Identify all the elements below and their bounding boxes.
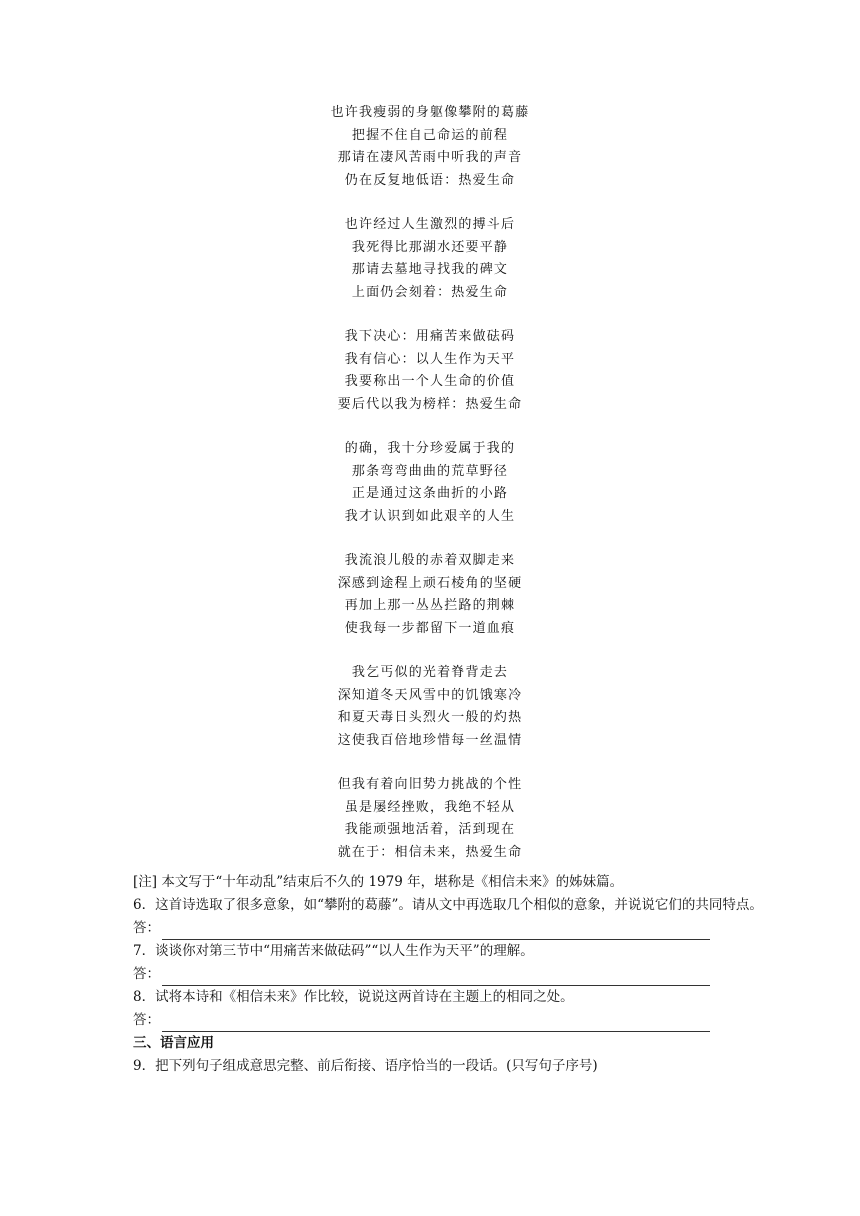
- poem-line: 正是通过这条曲折的小路: [351, 486, 509, 501]
- poem-line: 我才认识到如此艰辛的人生: [344, 508, 516, 524]
- poem-line: 我流浪儿般的赤着双脚走来: [344, 553, 516, 568]
- answer-label: 答：: [133, 920, 160, 936]
- question-8: 8．试将本诗和《相信未来》作比较，说说这两首诗在主题上的相同之处。: [133, 989, 574, 1005]
- poem-line: 那请在凄风苦雨中听我的声音: [337, 150, 523, 165]
- answer-blank-7[interactable]: [162, 969, 710, 986]
- poem-line: 我能顽强地活着，活到现在: [344, 822, 516, 837]
- note-text: 本文写于“十年动乱”结束后不久的 1979 年，堪称是《相信未来》的姊妹篇。: [161, 874, 624, 890]
- poem-line: 这使我百倍地珍惜每一丝温情: [337, 732, 523, 748]
- poem-line: 但我有着向旧势力挑战的个性: [337, 777, 523, 792]
- poem-line: 的确，我十分珍爱属于我的: [344, 441, 516, 456]
- poem-line: 我有信心：以人生作为天平: [344, 351, 516, 367]
- poem-line: 把握不住自己命运的前程: [351, 127, 509, 143]
- poem-line: 上面仍会刻着：热爱生命: [351, 284, 509, 300]
- note-label: [注]: [133, 874, 158, 890]
- poem-line: 深感到途程上顽石棱角的坚硬: [337, 575, 523, 591]
- answer-row-6: [103, 917, 763, 940]
- questions-block: [103, 871, 763, 1078]
- poem-stanza-5: [0, 550, 860, 640]
- poem-line: 也许经过人生激烈的搏斗后: [344, 217, 516, 232]
- poem-line: 我乞丐似的光着脊背走去: [351, 665, 509, 680]
- answer-row-8: [103, 1009, 763, 1032]
- answer-label: 答：: [133, 1012, 160, 1028]
- poem-line: 使我每一步都留下一道血痕: [344, 620, 516, 636]
- question-6: 6．这首诗选取了很多意象，如“攀附的葛藤”。请从文中再选取几个相似的意象，并说说它们的共同特点。: [133, 897, 763, 913]
- poem: [0, 102, 860, 886]
- poem-line: 和夏天毒日头烈火一般的灼热: [337, 710, 523, 725]
- poem-line: 就在于：相信未来，热爱生命: [337, 844, 523, 860]
- poem-line: 仍在反复地低语：热爱生命: [344, 172, 516, 188]
- answer-label: 答：: [133, 966, 160, 982]
- poem-line: 我死得比那湖水还要平静: [351, 239, 509, 255]
- poem-line: 那条弯弯曲曲的荒草野径: [351, 463, 509, 479]
- poem-line: 那请去墓地寻找我的碑文: [351, 262, 509, 277]
- question-9: 9．把下列句子组成意思完整、前后衔接、语序恰当的一段话。(只写句子序号): [133, 1058, 598, 1074]
- section-title: 三、语言应用: [133, 1035, 214, 1051]
- answer-blank-6[interactable]: [162, 923, 710, 940]
- poem-stanza-7: [0, 774, 860, 864]
- answer-blank-8[interactable]: [162, 1015, 710, 1032]
- poem-stanza-4: [0, 438, 860, 528]
- poem-line: 再加上那一丛丛拦路的荆棘: [344, 598, 516, 613]
- poem-line: 要后代以我为榜样：热爱生命: [337, 396, 523, 412]
- question-7: 7．谈谈你对第三节中“用痛苦来做砝码”“以人生作为天平”的理解。: [133, 943, 534, 959]
- poem-line: 我要称出一个人生命的价值: [344, 374, 516, 389]
- poem-line: 也许我瘦弱的身躯像攀附的葛藤: [330, 105, 530, 120]
- poem-stanza-2: [0, 214, 860, 304]
- poem-stanza-1: [0, 102, 860, 192]
- poem-line: 深知道冬天风雪中的饥饿寒冷: [337, 687, 523, 703]
- poem-stanza-3: [0, 326, 860, 416]
- poem-line: 我下决心：用痛苦来做砝码: [344, 329, 516, 344]
- answer-row-7: [103, 963, 763, 986]
- poem-line: 虽是屡经挫败，我绝不轻从: [344, 799, 516, 815]
- poem-note: [103, 871, 763, 894]
- poem-stanza-6: [0, 662, 860, 752]
